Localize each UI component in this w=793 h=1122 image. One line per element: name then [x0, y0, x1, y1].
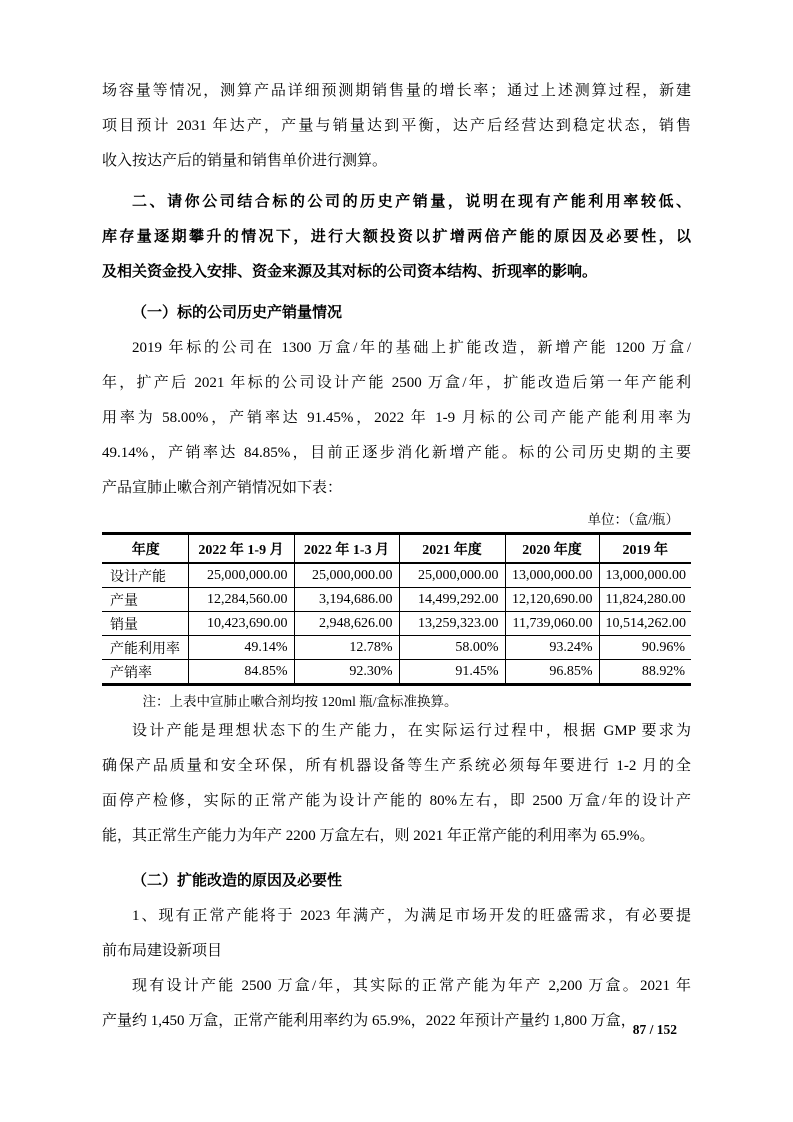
table-cell: 58.00% — [399, 636, 505, 660]
paragraph-line: 产品宣肺止嗽合剂产销情况如下表： — [102, 480, 343, 496]
paragraph-line: 现有设计产能 2500 万盒/年，其实际的正常产能为年产 2,200 万盒。2021 年 — [132, 978, 691, 994]
page-number: 87 / 152 — [632, 1022, 677, 1037]
paragraph-design-capacity-explanation — [102, 714, 691, 854]
table-header-row — [102, 534, 691, 564]
paragraph-market-forecast — [102, 74, 691, 179]
table-cell: 11,739,060.00 — [505, 612, 599, 636]
paragraph-line: 库存量逐期攀升的情况下，进行大额投资以扩增两倍产能的原因及必要性，以 — [102, 229, 691, 245]
paragraph-line: 年，扩产后 2021 年标的公司设计产能 2500 万盒/年，扩能改造后第一年产能利 — [102, 375, 691, 391]
table-row-design-capacity — [102, 563, 691, 588]
paragraph-line: 49.14%，产销率达 84.85%，目前正逐步消化新增产能。标的公司历史期的主要 — [102, 445, 691, 461]
table-row-capacity-utilization — [102, 636, 691, 660]
table-cell: 92.30% — [294, 660, 399, 685]
table-cell: 90.96% — [599, 636, 691, 660]
paragraph-line: 及相关资金投入安排、资金来源及其对标的公司资本结构、折现率的影响。 — [102, 264, 598, 280]
table-cell: 3,194,686.00 — [294, 588, 399, 612]
paragraph-line: 设计产能是理想状态下的生产能力，在实际运行过程中，根据 GMP 要求为 — [132, 723, 691, 739]
paragraph-line: 二、请你公司结合标的公司的历史产销量，说明在现有产能利用率较低、 — [132, 194, 691, 210]
section-heading-1: （一）标的公司历史产销量情况 — [132, 305, 343, 321]
table-row-label: 销量 — [102, 612, 188, 636]
paragraph-line: 确保产品质量和安全环保，所有机器设备等生产系统必须每年要进行 1-2 月的全 — [102, 758, 691, 774]
paragraph-line: 收入按达产后的销量和销售单价进行测算。 — [102, 153, 388, 169]
table-cell: 84.85% — [188, 660, 294, 685]
table-cell: 25,000,000.00 — [399, 563, 505, 588]
table-header-cell: 年度 — [102, 534, 188, 564]
paragraph-line: 能，其正常生产能力为年产 2200 万盒左右，则 2021 年正常产能的利用率为 65.9%。 — [102, 828, 655, 844]
table-header-cell: 2022 年 1-3 月 — [294, 534, 399, 564]
table-cell: 13,000,000.00 — [505, 563, 599, 588]
table-header-cell: 2021 年度 — [399, 534, 505, 564]
question-heading-paragraph — [102, 185, 691, 290]
paragraph-line: 面停产检修，实际的正常产能为设计产能的 80%左右，即 2500 万盒/年的设计产 — [102, 793, 691, 809]
table-row-label: 产量 — [102, 588, 188, 612]
table-row-sales-ratio — [102, 660, 691, 685]
table-cell: 13,259,323.00 — [399, 612, 505, 636]
table-cell: 11,824,280.00 — [599, 588, 691, 612]
table-row-sales-volume — [102, 612, 691, 636]
table-row-output — [102, 588, 691, 612]
paragraph-line: 项目预计 2031 年达产，产量与销量达到平衡，达产后经营达到稳定状态，销售 — [102, 118, 691, 134]
table-cell: 2,948,626.00 — [294, 612, 399, 636]
table-cell: 13,000,000.00 — [599, 563, 691, 588]
table-cell: 25,000,000.00 — [188, 563, 294, 588]
table-row-label: 产能利用率 — [102, 636, 188, 660]
table-header-cell: 2020 年度 — [505, 534, 599, 564]
table-header-cell: 2019 年 — [599, 534, 691, 564]
table-row-label: 产销率 — [110, 665, 152, 681]
paragraph-line: 产量约 1,450 万盒，正常产能利用率约为 65.9%，2022 年预计产量约 1,800 万盒， — [102, 1013, 636, 1029]
paragraph-current-capacity — [102, 969, 691, 1039]
table-cell: 91.45% — [399, 660, 505, 685]
table-cell: 25,000,000.00 — [294, 563, 399, 588]
paragraph-line: 前布局建设新项目 — [102, 943, 223, 959]
table-cell: 96.85% — [505, 660, 599, 685]
table-cell: 10,514,262.00 — [599, 612, 691, 636]
table-cell: 49.14% — [188, 636, 294, 660]
table-cell: 88.92% — [599, 660, 691, 685]
paragraph-line: 用率为 58.00%，产销率达 91.45%，2022 年 1-9 月标的公司产能产能利用率为 — [102, 410, 691, 426]
document-content — [102, 74, 691, 1039]
table-header-cell: 2022 年 1-9 月 — [188, 534, 294, 564]
table-cell: 12,120,690.00 — [505, 588, 599, 612]
paragraph-history-capacity — [102, 331, 691, 506]
paragraph-reason-1 — [102, 899, 691, 969]
paragraph-line: 2019 年标的公司在 1300 万盒/年的基础上扩能改造，新增产能 1200 万盒/ — [132, 340, 691, 356]
production-sales-table — [102, 532, 691, 686]
table-row-label: 设计产能 — [102, 563, 188, 588]
table-unit-label: 单位：（盒/瓶） — [587, 512, 679, 527]
section-heading-2: （二）扩能改造的原因及必要性 — [132, 873, 343, 889]
paragraph-line: 1、现有正常产能将于 2023 年满产，为满足市场开发的旺盛需求，有必要提 — [132, 908, 691, 924]
table-note: 注：上表中宣肺止嗽合剂均按 120ml 瓶/盒标准换算。 — [142, 694, 458, 709]
table-cell: 12.78% — [294, 636, 399, 660]
table-cell: 12,284,560.00 — [188, 588, 294, 612]
table-cell: 93.24% — [505, 636, 599, 660]
paragraph-line: 场容量等情况，测算产品详细预测期销售量的增长率；通过上述测算过程，新建 — [102, 83, 691, 99]
table-cell: 14,499,292.00 — [399, 588, 505, 612]
table-cell: 10,423,690.00 — [188, 612, 294, 636]
